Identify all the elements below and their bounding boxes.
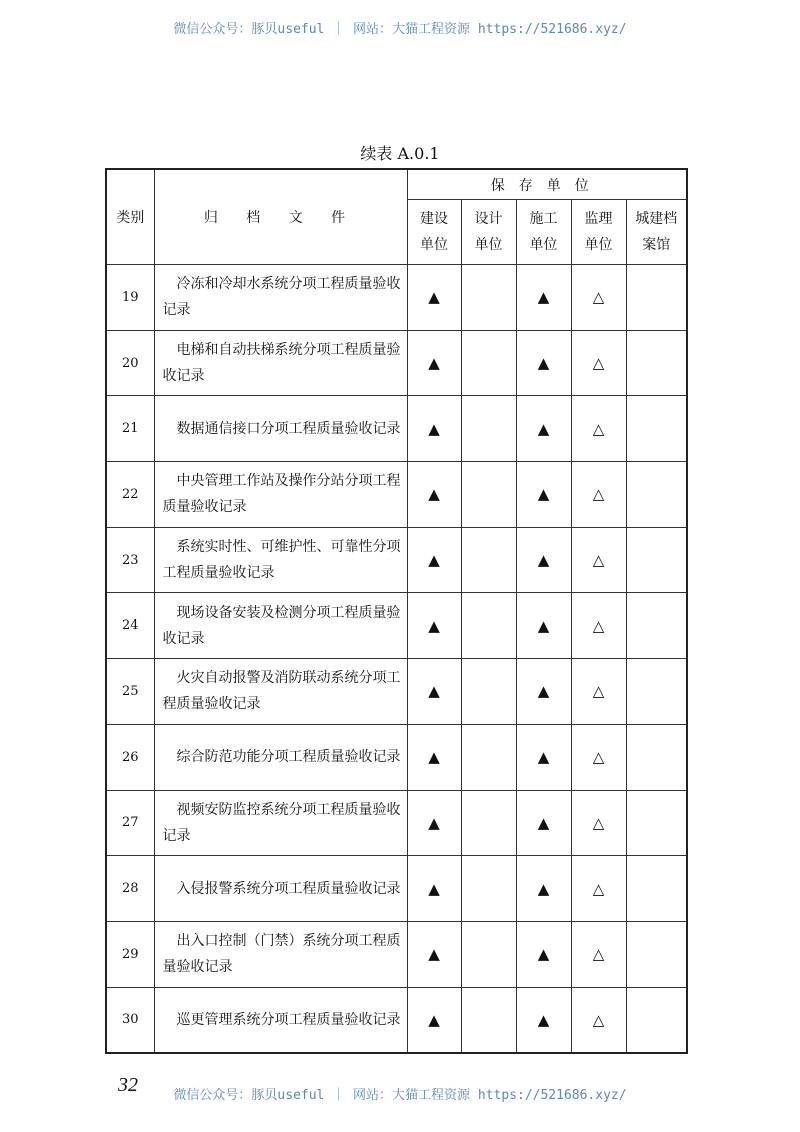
- document-name: 电梯和自动扶梯系统分项工程质量验收记录: [154, 330, 407, 396]
- storage-mark: ▲: [407, 330, 461, 396]
- storage-mark: △: [571, 790, 626, 856]
- row-number: 23: [106, 527, 154, 593]
- header-unit: 施工单位: [516, 200, 571, 265]
- storage-mark: ▲: [516, 790, 571, 856]
- storage-mark: [461, 462, 516, 528]
- document-name: 入侵报警系统分项工程质量验收记录: [154, 856, 407, 922]
- table-row: [106, 396, 687, 462]
- table-row: [106, 659, 687, 725]
- storage-mark: ▲: [407, 724, 461, 790]
- archive-table: [105, 168, 688, 1054]
- watermark-top: 微信公众号：豚贝useful ｜ 网站：大猫工程资源 https://521686.xyz/: [173, 22, 627, 37]
- storage-mark: [461, 593, 516, 659]
- row-number: 30: [106, 987, 154, 1053]
- storage-mark: ▲: [407, 527, 461, 593]
- storage-mark: △: [571, 659, 626, 725]
- storage-mark: [461, 527, 516, 593]
- storage-mark: ▲: [516, 987, 571, 1053]
- storage-mark: ▲: [516, 921, 571, 987]
- storage-mark: ▲: [407, 265, 461, 331]
- row-number: 28: [106, 856, 154, 922]
- storage-mark: ▲: [516, 659, 571, 725]
- storage-mark: △: [571, 527, 626, 593]
- table-caption: 续表 A.0.1: [360, 144, 440, 163]
- header-document: 归 档 文 件: [154, 169, 407, 265]
- storage-mark: [626, 462, 687, 528]
- storage-mark: [626, 593, 687, 659]
- page-number: 32: [118, 1074, 138, 1096]
- watermark-bottom: 微信公众号：豚贝useful ｜ 网站：大猫工程资源 https://521686.xyz/: [173, 1088, 627, 1103]
- storage-mark: ▲: [516, 527, 571, 593]
- row-number: 20: [106, 330, 154, 396]
- storage-mark: ▲: [407, 790, 461, 856]
- table-row: [106, 462, 687, 528]
- storage-mark: [626, 790, 687, 856]
- storage-mark: [461, 659, 516, 725]
- storage-mark: ▲: [407, 987, 461, 1053]
- storage-mark: [461, 330, 516, 396]
- storage-mark: [626, 659, 687, 725]
- table-row: [106, 593, 687, 659]
- document-name: 巡更管理系统分项工程质量验收记录: [154, 987, 407, 1053]
- row-number: 21: [106, 396, 154, 462]
- storage-mark: [626, 987, 687, 1053]
- table-row: [106, 790, 687, 856]
- storage-mark: △: [571, 265, 626, 331]
- document-name: 火灾自动报警及消防联动系统分项工程质量验收记录: [154, 659, 407, 725]
- document-name: 数据通信接口分项工程质量验收记录: [154, 396, 407, 462]
- row-number: 29: [106, 921, 154, 987]
- table-row: [106, 330, 687, 396]
- table-row: [106, 856, 687, 922]
- header-storage-units: 保存单位: [407, 169, 687, 200]
- document-name: 综合防范功能分项工程质量验收记录: [154, 724, 407, 790]
- storage-mark: △: [571, 593, 626, 659]
- header-unit: 监理单位: [571, 200, 626, 265]
- storage-mark: △: [571, 396, 626, 462]
- table-row: [106, 527, 687, 593]
- storage-mark: [461, 396, 516, 462]
- storage-mark: [461, 265, 516, 331]
- table-row: [106, 724, 687, 790]
- storage-mark: △: [571, 462, 626, 528]
- storage-mark: ▲: [407, 921, 461, 987]
- storage-mark: [626, 527, 687, 593]
- storage-mark: △: [571, 921, 626, 987]
- table-row: [106, 265, 687, 331]
- storage-mark: △: [571, 330, 626, 396]
- storage-mark: [626, 724, 687, 790]
- storage-mark: ▲: [516, 330, 571, 396]
- storage-mark: ▲: [407, 462, 461, 528]
- header-unit: 城建档案馆: [626, 200, 687, 265]
- row-number: 27: [106, 790, 154, 856]
- row-number: 22: [106, 462, 154, 528]
- header-unit: 设计单位: [461, 200, 516, 265]
- storage-mark: ▲: [516, 856, 571, 922]
- table-row: [106, 987, 687, 1053]
- row-number: 24: [106, 593, 154, 659]
- storage-mark: [461, 856, 516, 922]
- storage-mark: [626, 330, 687, 396]
- storage-mark: [626, 856, 687, 922]
- header-category: 类别: [106, 169, 154, 265]
- storage-mark: △: [571, 856, 626, 922]
- storage-mark: ▲: [516, 593, 571, 659]
- header-unit: 建设单位: [407, 200, 461, 265]
- storage-mark: [461, 987, 516, 1053]
- document-name: 出入口控制（门禁）系统分项工程质量验收记录: [154, 921, 407, 987]
- storage-mark: [461, 921, 516, 987]
- storage-mark: [461, 790, 516, 856]
- document-name: 系统实时性、可维护性、可靠性分项工程质量验收记录: [154, 527, 407, 593]
- document-name: 冷冻和冷却水系统分项工程质量验收记录: [154, 265, 407, 331]
- storage-mark: [461, 724, 516, 790]
- storage-mark: [626, 265, 687, 331]
- storage-mark: ▲: [407, 659, 461, 725]
- document-name: 视频安防监控系统分项工程质量验收记录: [154, 790, 407, 856]
- document-name: 中央管理工作站及操作分站分项工程质量验收记录: [154, 462, 407, 528]
- storage-mark: [626, 396, 687, 462]
- storage-mark: △: [571, 724, 626, 790]
- storage-mark: ▲: [516, 724, 571, 790]
- storage-mark: ▲: [516, 265, 571, 331]
- storage-mark: ▲: [407, 396, 461, 462]
- row-number: 26: [106, 724, 154, 790]
- storage-mark: [626, 921, 687, 987]
- row-number: 19: [106, 265, 154, 331]
- storage-mark: ▲: [407, 593, 461, 659]
- storage-mark: △: [571, 987, 626, 1053]
- storage-mark: ▲: [516, 462, 571, 528]
- table-row: [106, 921, 687, 987]
- storage-mark: ▲: [516, 396, 571, 462]
- document-name: 现场设备安装及检测分项工程质量验收记录: [154, 593, 407, 659]
- storage-mark: ▲: [407, 856, 461, 922]
- row-number: 25: [106, 659, 154, 725]
